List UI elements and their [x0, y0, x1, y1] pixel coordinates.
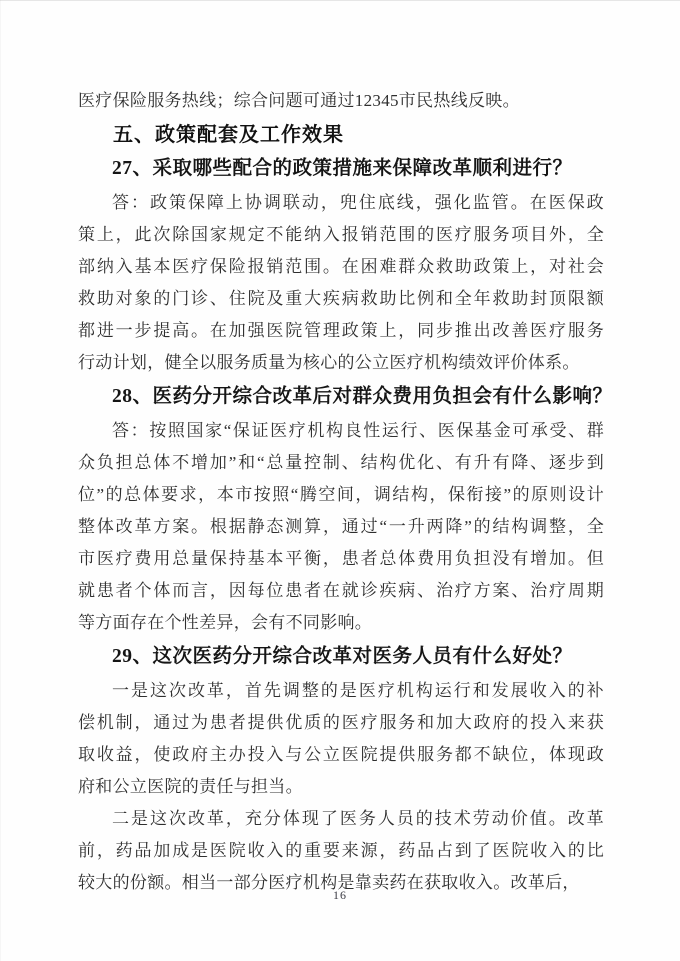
question-29-heading: 29、这次医药分开综合改革对医务人员有什么好处？	[112, 646, 573, 667]
text-line: 市医疗费用总量保持基本平衡，患者总体费用负担没有增加。但	[78, 549, 604, 568]
text-line: 一是这次改革，首先调整的是医疗机构运行和发展收入的补	[112, 681, 604, 700]
text-line: 二是这次改革，充分体现了医务人员的技术劳动价值。改革	[112, 809, 604, 828]
text-line: 前，药品加成是医院收入的重要来源，药品占到了医院收入的比	[78, 841, 604, 860]
section-heading: 五、政策配套及工作效果	[113, 124, 344, 146]
text-line: 就患者个体而言，因每位患者在就诊疾病、治疗方案、治疗周期	[78, 581, 604, 600]
text-line: 取收益，使政府主办投入与公立医院提供服务都不缺位，体现政	[78, 745, 604, 764]
document-content	[78, 85, 613, 899]
text-line: 都进一步提高。在加强医院管理政策上，同步推出改善医疗服务	[78, 321, 604, 340]
text-line: 等方面存在个性差异，会有不同影响。	[78, 613, 373, 632]
text-line: 位”的总体要求，本市按照“腾空间，调结构，保衔接”的原则设计	[78, 485, 604, 504]
text-line: 府和公立医院的责任与担当。	[78, 777, 303, 796]
text-line: 较大的份额。相当一部分医疗机构是靠卖药在获取收入。改革后，	[78, 873, 580, 892]
paragraph-continuation	[78, 85, 604, 117]
text-line: 医疗保险服务热线；综合问题可通过12345市民热线反映。	[78, 91, 520, 110]
text-line: 答：政策保障上协调联动，兜住底线，强化监管。在医保政	[112, 193, 604, 212]
answer-27-paragraph	[78, 187, 604, 379]
text-line: 部纳入基本医疗保险报销范围。在困难群众救助政策上，对社会	[78, 257, 604, 276]
answer-29-paragraph-1	[78, 675, 604, 803]
text-line: 偿机制，通过为患者提供优质的医疗服务和加大政府的投入来获	[78, 713, 604, 732]
text-line: 救助对象的门诊、住院及重大疾病救助比例和全年救助封顶限额	[78, 289, 604, 308]
text-line: 整体改革方案。根据静态测算，通过“一升两降”的结构调整，全	[78, 517, 604, 536]
question-28-heading: 28、医药分开综合改革后对群众费用负担会有什么影响？	[112, 386, 613, 407]
text-line: 策上，此次除国家规定不能纳入报销范围的医疗服务项目外，全	[78, 225, 604, 244]
text-line: 行动计划，健全以服务质量为核心的公立医疗机构绩效评价体系。	[78, 353, 580, 372]
answer-29-paragraph-2	[78, 803, 604, 899]
question-27-heading: 27、采取哪些配合的政策措施来保障改革顺利进行？	[112, 158, 573, 179]
page-number: 16	[333, 888, 347, 902]
text-line: 众负担总体不增加”和“总量控制、结构优化、有升有降、逐步到	[78, 453, 604, 472]
text-line: 答：按照国家“保证医疗机构良性运行、医保基金可承受、群	[112, 421, 604, 440]
answer-28-paragraph	[78, 415, 604, 639]
